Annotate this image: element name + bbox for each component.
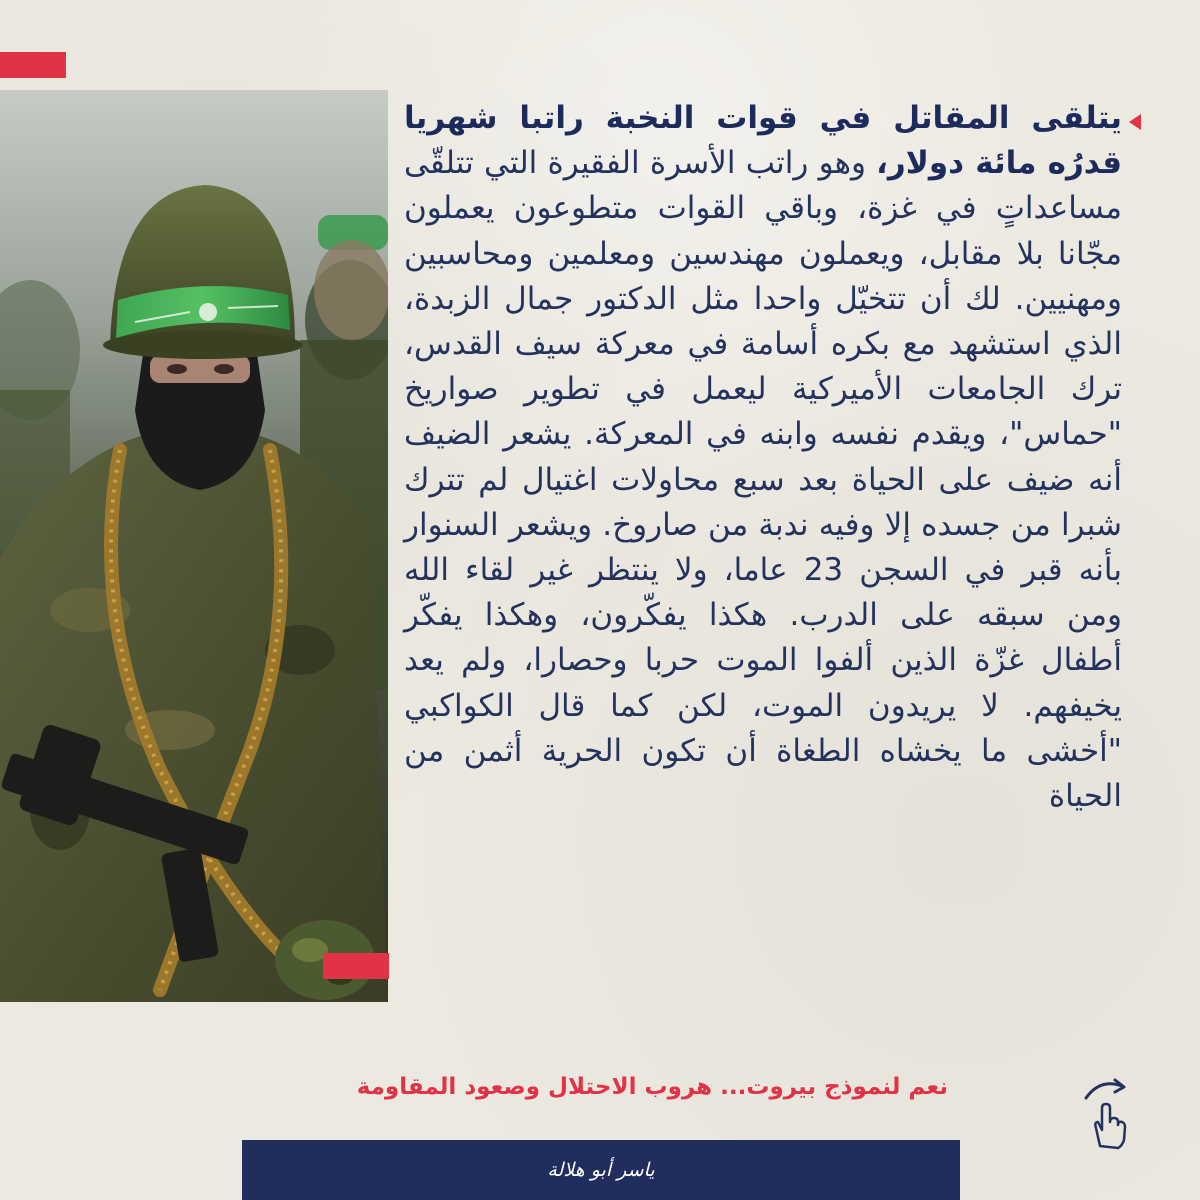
triangle-bullet-icon	[1129, 114, 1141, 130]
fighter-photo	[0, 90, 388, 1002]
hand-swipe-icon[interactable]	[1078, 1072, 1134, 1152]
article-body: وهو راتب الأسرة الفقيرة التي تتلقّى مساعداتٍ في غزة، وباقي القوات متطوعون يعملون مجّانا بلا مقابل، ويعملون مهندسين ومعلمين ومحاسبين ومهنيين. لك أن تتخيّل واحدا مثل الدكتور جمال الزبدة، الذي استشهد مع بكره أسامة في معركة سيف القدس، ترك الجامعات الأميركية ليعمل في تطوير صواريخ "حماس"، ويقدم نفسه وابنه في المعركة. يشعر الضيف أنه ضيف على الحياة بعد سبع محاولات اغتيال لم تترك شبرا من جسده إلا وفيه ندبة من صاروخ. ويشعر السنوار بأنه قبر في السجن 23 عاما، ولا ينتظر غير لقاء الله ومن سبقه على الدرب. هكذا يفكّرون، وهكذا يفكّر أطفال غزّة الذين ألفوا الموت حربا وحصارا، ولم يعد يخيفهم. لا يريدون الموت، لكن كما قال الكواكبي "أخشى ما يخشاه الطغاة أن تكون الحرية أثمن من الحياة	[404, 145, 1123, 815]
red-accent-bar-top	[0, 52, 66, 78]
author-name: ياسر أبو هلالة	[547, 1159, 655, 1181]
red-accent-bar-bottom	[323, 953, 389, 979]
series-title: نعم لنموذج بيروت... هروب الاحتلال وصعود المقاومة	[356, 1074, 948, 1100]
article-text	[404, 96, 1122, 819]
author-band	[242, 1140, 960, 1200]
article-lead: يتلقى المقاتل في قوات النخبة راتبا شهريا قدرُه مائة دولار،	[404, 100, 1123, 182]
